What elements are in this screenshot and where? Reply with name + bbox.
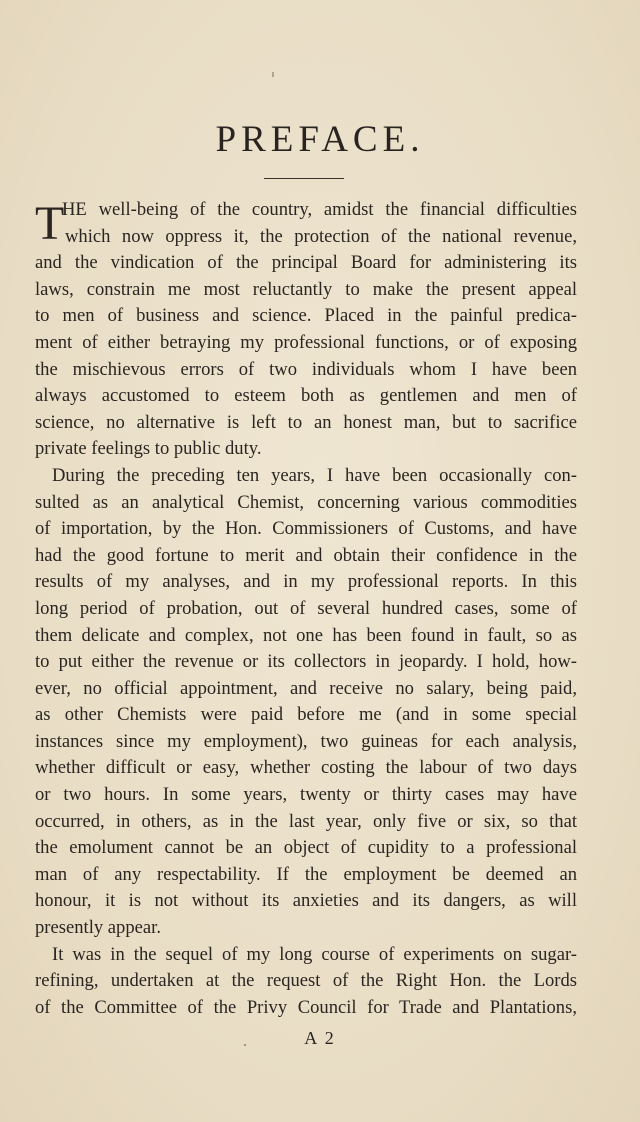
drop-cap: T [35, 197, 65, 250]
text-line: to put either the revenue or its collectors in jeopardy. I hold, how- [35, 651, 577, 673]
text-line: whether difficult or easy, whether costing the labour of two days [35, 757, 577, 779]
text-line: man of any respectability. If the employment be deemed an [35, 863, 577, 885]
text-line: private feelings to public duty. [35, 438, 262, 460]
text-line: as other Chemists were paid before me (and in some special [35, 704, 577, 726]
text-line: the mischievous errors of two individuals whom I have been [35, 358, 577, 380]
text-line: ever, no official appointment, and receive no salary, being paid, [35, 677, 577, 699]
text-line: ment of either betraying my professional functions, or of exposing [35, 331, 577, 353]
text-line: them delicate and complex, not one has been found in fault, so as [35, 624, 577, 646]
text-line: always accustomed to esteem both as gentlemen and men of [35, 385, 577, 407]
text-line: laws, constrain me most reluctantly to make the present appeal [35, 278, 577, 300]
title-rule [264, 178, 344, 179]
text-line: of importation, by the Hon. Commissioners of Customs, and have [35, 518, 577, 540]
text-line: sulted as an analytical Chemist, concerning various commodities [35, 491, 577, 513]
text-line: which now oppress it, the protection of the national revenue, [65, 225, 577, 247]
ink-dot [244, 1044, 246, 1046]
text-line: instances since my employment), two guineas for each analysis, [35, 730, 577, 752]
page-title: PREFACE. [215, 119, 425, 160]
text-line: refining, undertaken at the request of the Right Hon. the Lords [35, 970, 577, 992]
text-line: the emolument cannot be an object of cupidity to a professional [35, 837, 577, 859]
body-text [35, 197, 577, 1021]
text-line: to men of business and science. Placed in the painful predica- [35, 305, 577, 327]
text-line: science, no alternative is left to an honest man, but to sacrifice [35, 411, 577, 433]
text-line: presently appear. [35, 917, 161, 939]
text-line: results of my analyses, and in my professional reports. In this [35, 571, 577, 593]
text-line: and the vindication of the principal Board for administering its [35, 252, 577, 274]
text-line: of the Committee of the Privy Council for Trade and Plantations, [35, 996, 577, 1018]
ink-speck [272, 72, 274, 77]
text-line: long period of probation, out of several hundred cases, some of [35, 597, 577, 619]
text-line: HE well-being of the country, amidst the financial difficulties [62, 199, 577, 220]
text-line: honour, it is not without its anxieties and its dangers, as will [35, 890, 577, 912]
text-line: or two hours. In some years, twenty or thirty cases may have [35, 784, 577, 806]
signature-mark: A 2 [304, 1028, 336, 1048]
text-line: It was in the sequel of my long course of experiments on sugar- [52, 943, 577, 965]
text-line: During the preceding ten years, I have been occasionally con- [52, 464, 577, 486]
text-line: had the good fortune to merit and obtain their confidence in the [35, 544, 577, 566]
text-line: occurred, in others, as in the last year, only five or six, so that [35, 810, 577, 832]
